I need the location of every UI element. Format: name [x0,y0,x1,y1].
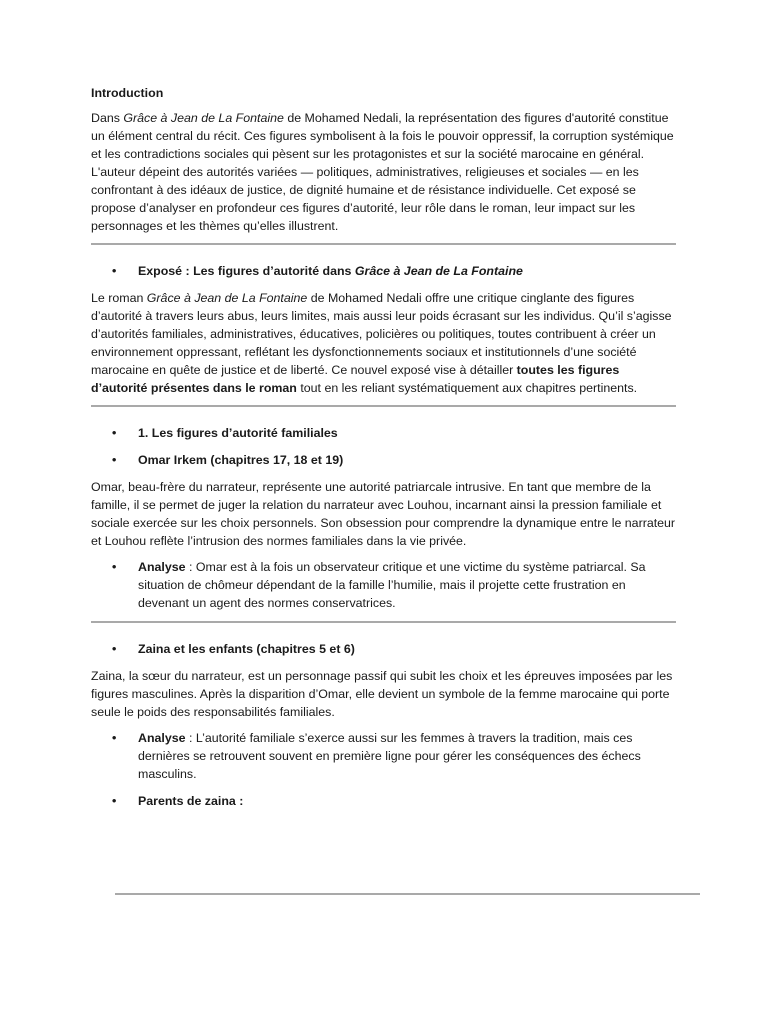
zaina-analyse-list [91,729,676,810]
zaina-paragraph: Zaina, la sœur du narrateur, est un personnage passif qui subit les choix et les épreuves imposées par les figures masculines. Après la disparition d’Omar, elle devient un symbole de la femme marocaine qui porte seule le poids des responsabilités familiales. [91,669,673,719]
familiales-bullet: • 1. Les figures d’autorité familiales [91,424,676,442]
document-page [91,84,676,819]
bottom-divider [115,893,700,895]
familiales-list [91,424,676,469]
book-title: Grâce à Jean de La Fontaine [123,111,284,125]
zaina-list [91,640,676,658]
parents-bullet: • Parents de zaina : [91,792,676,810]
omar-bullet: • Omar Irkem (chapitres 17, 18 et 19) [91,451,676,469]
expose-list [91,262,676,280]
introduction-heading: Introduction [91,86,164,100]
book-title: Grâce à Jean de La Fontaine [354,264,523,278]
emphasis-text: toutes les figures d’autorité présentes dans le roman [91,363,620,395]
omar-paragraph: Omar, beau-frère du narrateur, représente une autorité patriarcale intrusive. En tant que membre de la famille, il se permet de juger la relation du narrateur avec Louhou, incarnant ainsi la pression familiale et sociale exercée sur les choix personnels. Son obsession pour comprendre la dynamique entre le narrateur et Louhou reflète l’intrusion des normes familiales dans la vie privée. [91,480,676,548]
introduction-paragraph: Dans Grâce à Jean de La Fontaine de Mohamed Nedali, la représentation des figures d'autorité constitue un élément central du récit. Ces figures symbolisent à la fois le pouvoir oppressif, la corruption systémique et les contradictions sociales qui pèsent sur les protagonistes et sur la société marocaine en général. L'auteur dépeint des autorités variées — politiques, administratives, religieuses et sociales — en les confrontant à des idéaux de justice, de dignité humaine et de résistance individuelle. Cet exposé se propose d’analyser en profondeur ces figures d’autorité, leur rôle dans le roman, leur impact sur les personnages et les thèmes qu’elles illustrent. [91,111,674,233]
analyse-label: Analyse [138,560,186,574]
zaina-analyse-bullet: • Analyse : L’autorité familiale s’exerce aussi sur les femmes à travers la tradition, mais ces dernières se retrouvent souvent en première ligne pour gérer les conséquences des échecs masculins. [91,729,676,783]
analyse-label: Analyse [138,731,186,745]
book-title: Grâce à Jean de La Fontaine [146,291,308,305]
expose-paragraph: Le roman Grâce à Jean de La Fontaine de Mohamed Nedali offre une critique cinglante des figures d’autorité à travers leurs abus, leurs limites, mais aussi leur poids écrasant sur les individus. Qu’il s’agisse d’autorités familiales, administratives, éducatives, policières ou politiques, toutes contribuent à créer un environnement oppressant, reflétant les dysfonctionnements sociaux et institutionnels d’une société marocaine en quête de justice et de liberté. Ce nouvel exposé vise à détailler toutes les figures d’autorité présentes dans le roman tout en les reliant systématiquement aux chapitres pertinents. [91,291,672,395]
zaina-bullet: • Zaina et les enfants (chapitres 5 et 6) [91,640,676,658]
expose-bullet: • Exposé : Les figures d’autorité dans Grâce à Jean de La Fontaine [91,262,676,280]
omar-analyse-list [91,558,676,612]
omar-analyse-bullet: • Analyse : Omar est à la fois un observateur critique et une victime du système patriarcal. Sa situation de chômeur dépendant de la famille l’humilie, mais il projette cette frustration en devenant un agent des normes conservatrices. [91,558,676,612]
